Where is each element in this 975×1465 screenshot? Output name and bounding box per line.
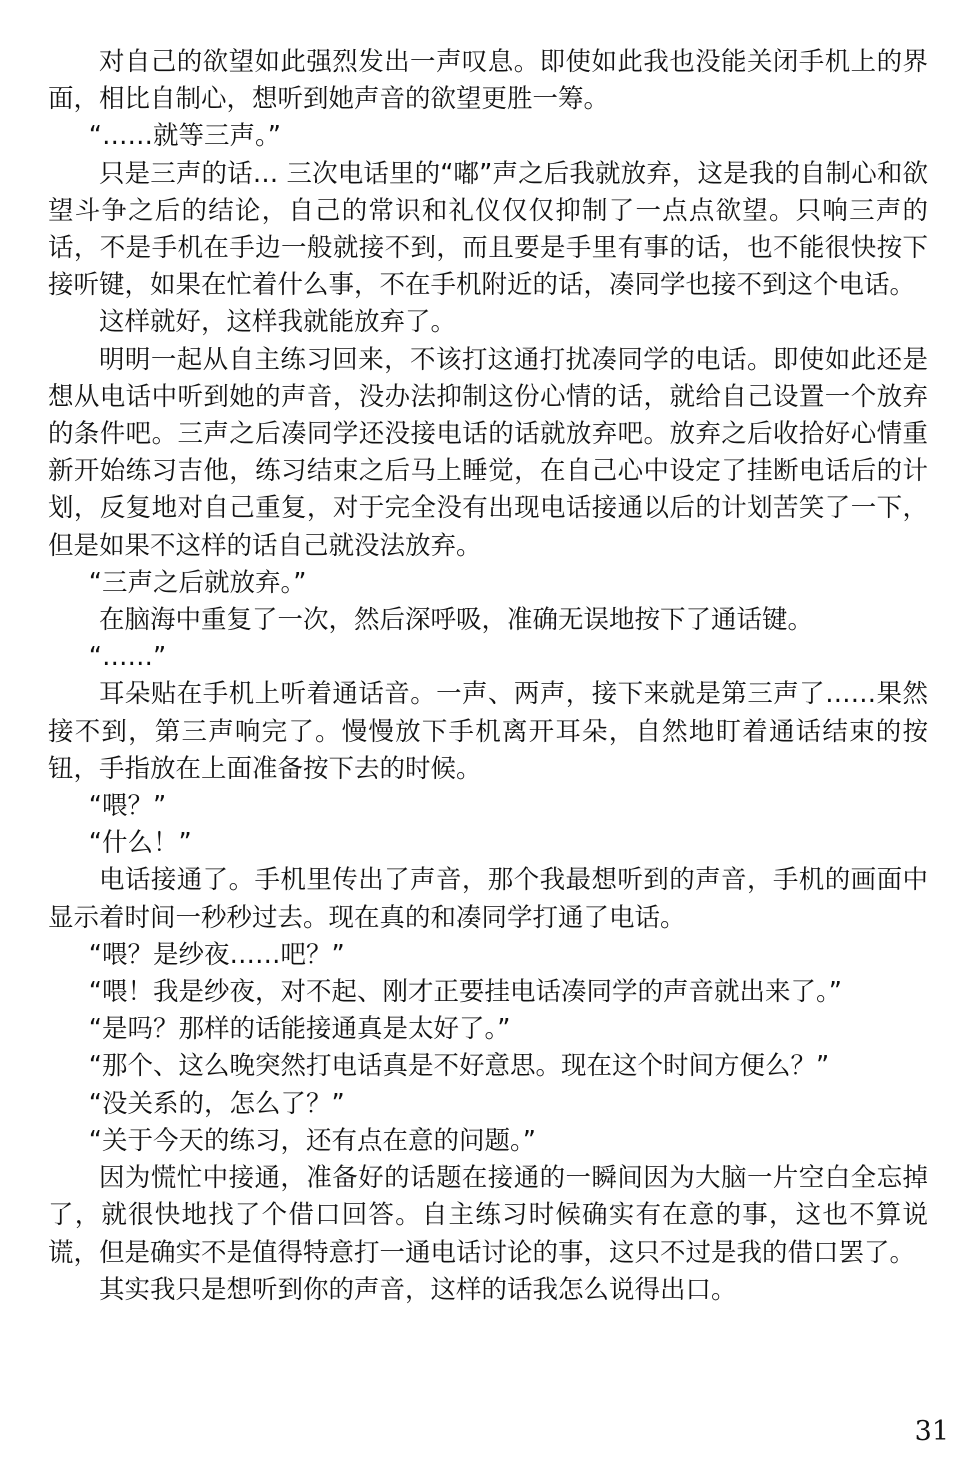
dialogue-line: “没关系的，怎么了？” — [88, 1088, 345, 1119]
page-body — [48, 44, 928, 1309]
dialogue-line: “那个、这么晚突然打电话真是不好意思。现在这个时间方便么？” — [88, 1051, 830, 1082]
dialogue-line: “喂！我是纱夜，对不起、刚才正要挂电话凑同学的声音就出来了。” — [88, 977, 842, 1008]
paragraph: 明明一起从自主练习回来，不该打这通打扰凑同学的电话。即使如此还是想从电话中听到她的声音，没办法抑制这份心情的话，就给自己设置一个放弃的条件吧。三声之后凑同学还没接电话的话就放弃吧。放弃之后收拾好心情重新开始练习吉他，练习结束之后马上睡觉，在自己心中设定了挂断电话后的计划，反复地对自己重复，对于完全没有出现电话接通以后的计划苦笑了一下，但是如果不这样的话自己就没法放弃。 — [48, 344, 928, 561]
paragraph: 耳朵贴在手机上听着通话音。一声、两声，接下来就是第三声了……果然接不到，第三声响完了。慢慢放下手机离开耳朵，自然地盯着通话结束的按钮，手指放在上面准备按下去的时候。 — [48, 679, 928, 784]
dialogue-line: “是吗？那样的话能接通真是太好了。” — [88, 1014, 511, 1045]
dialogue-line: “……就等三声。” — [88, 121, 281, 152]
dialogue-line: “……” — [88, 642, 167, 673]
dialogue-line: “什么！” — [88, 828, 192, 859]
dialogue-line: “喂？” — [88, 791, 167, 822]
dialogue-line: “关于今天的练习，还有点在意的问题。” — [88, 1125, 536, 1156]
paragraph: 电话接通了。手机里传出了声音，那个我最想听到的声音，手机的画面中显示着时间一秒秒过去。现在真的和凑同学打通了电话。 — [48, 865, 928, 933]
dialogue-line: “喂？是纱夜……吧？” — [88, 939, 345, 970]
paragraph: 只是三声的话… 三次电话里的“嘟”声之后我就放弃，这是我的自制心和欲望斗争之后的结论，自己的常识和礼仪仅仅抑制了一点点欲望。只响三声的话，不是手机在手边一般就接不到，而且要是手里有事的话，也不能很快按下接听键，如果在忙着什么事，不在手机附近的话，凑同学也接不到这个电话。 — [48, 158, 928, 301]
paragraph: 在脑海中重复了一次，然后深呼吸，准确无误地按下了通话键。 — [99, 605, 814, 636]
paragraph: 因为慌忙中接通，准备好的话题在接通的一瞬间因为大脑一片空白全忘掉了，就很快地找了个借口回答。自主练习时候确实有在意的事，这也不算说谎，但是确实不是值得特意打一通电话讨论的事，这只不过是我的借口罢了。 — [48, 1163, 928, 1268]
paragraph: 这样就好，这样我就能放弃了。 — [99, 307, 457, 338]
paragraph: 对自己的欲望如此强烈发出一声叹息。即使如此我也没能关闭手机上的界面，相比自制心，想听到她声音的欲望更胜一筹。 — [48, 47, 928, 115]
paragraph: 其实我只是想听到你的声音，这样的话我怎么说得出口。 — [99, 1274, 737, 1305]
dialogue-line: “三声之后就放弃。” — [88, 567, 307, 598]
page-number: 31 — [914, 1416, 949, 1447]
